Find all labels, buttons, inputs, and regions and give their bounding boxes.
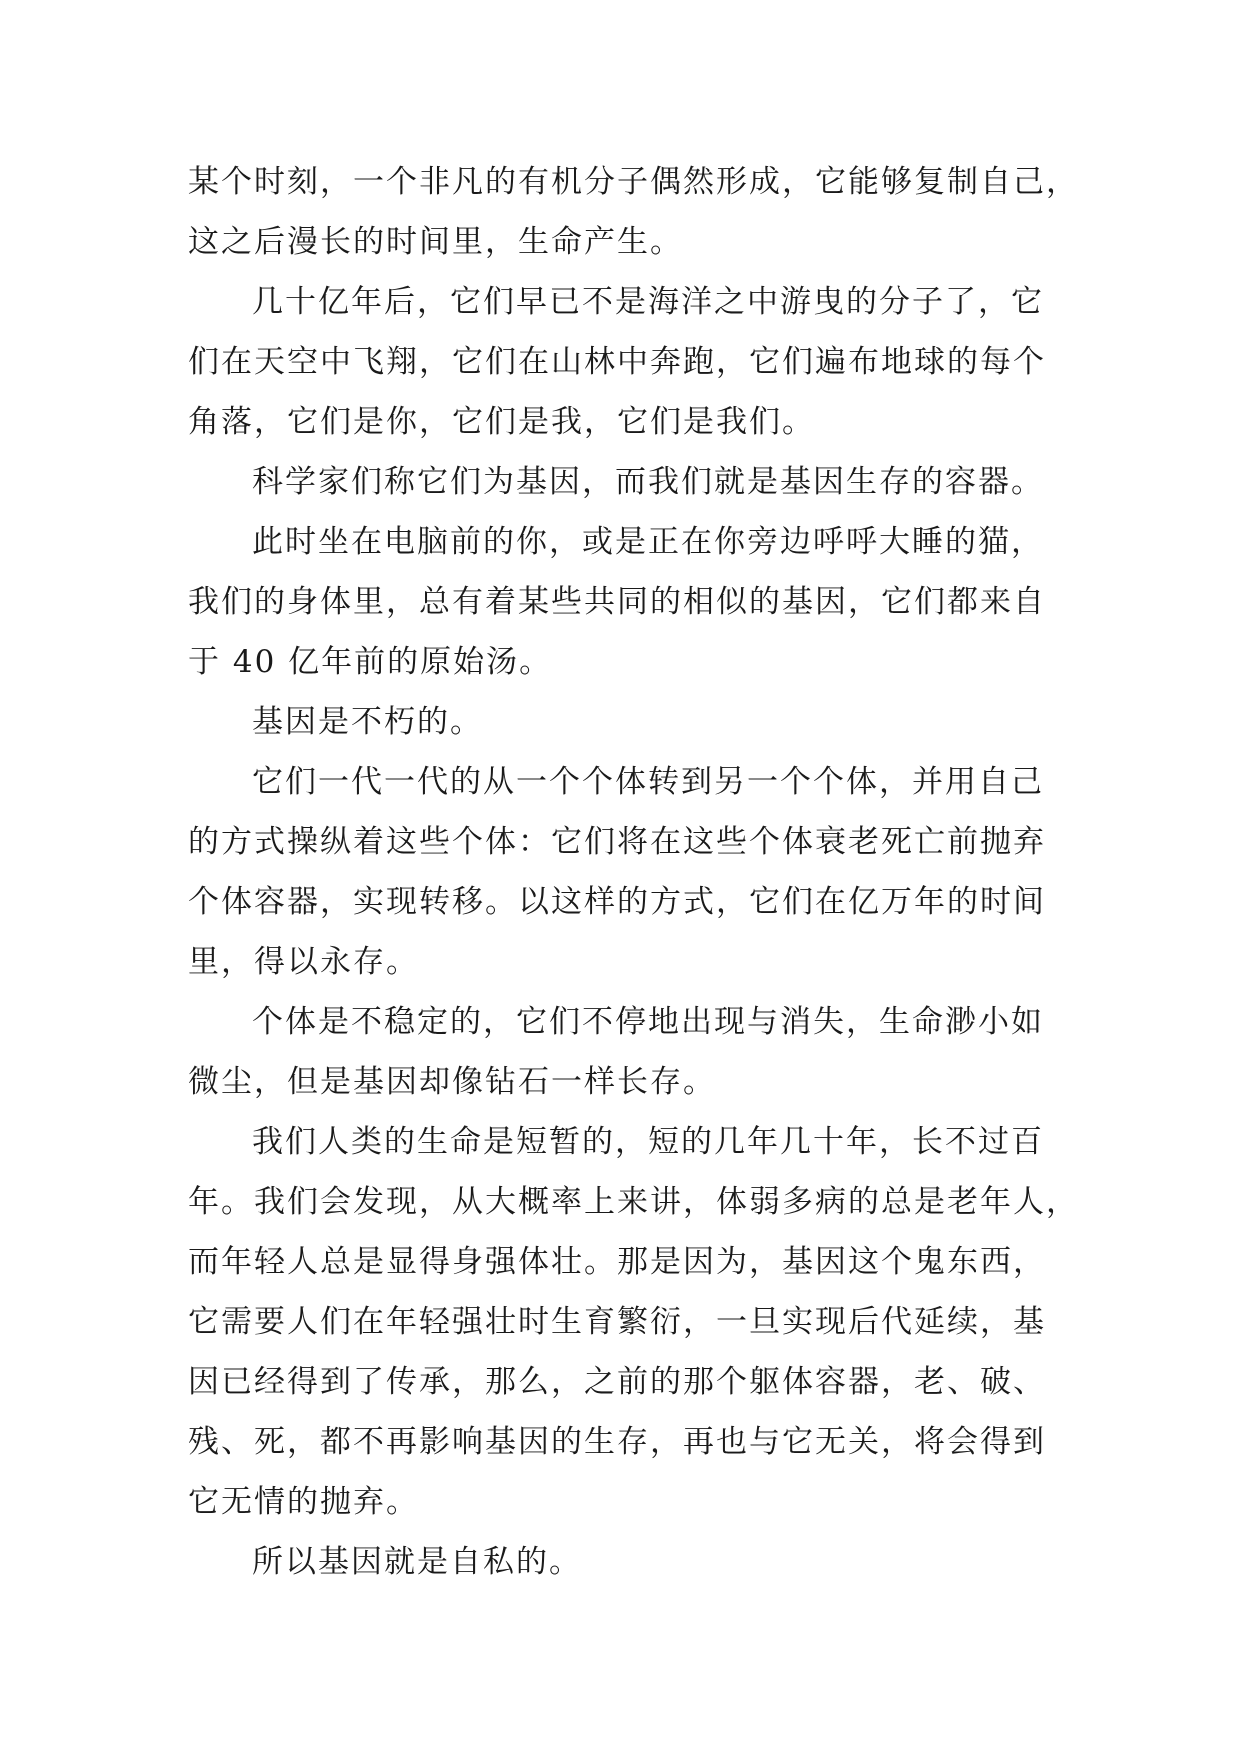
paragraph-first-line: 此时坐在电脑前的你，或是正在你旁边呼呼大睡的猫， <box>252 524 1044 560</box>
text-line: 而年轻人总是显得身强体壮。那是因为，基因这个鬼东西， <box>188 1244 1046 1280</box>
paragraph-first-line: 科学家们称它们为基因，而我们就是基因生存的容器。 <box>252 464 1044 500</box>
text-line: 残、死，都不再影响基因的生存，再也与它无关，将会得到 <box>188 1424 1046 1460</box>
text-line: 的方式操纵着这些个体：它们将在这些个体衰老死亡前抛弃 <box>188 824 1046 860</box>
paragraph-first-line: 它们一代一代的从一个个体转到另一个个体，并用自己 <box>252 764 1044 800</box>
text-line: 因已经得到了传承，那么，之前的那个躯体容器，老、破、 <box>188 1364 1046 1400</box>
text-line: 个体容器，实现转移。以这样的方式，它们在亿万年的时间 <box>188 884 1046 920</box>
paragraph-first-line: 个体是不稳定的，它们不停地出现与消失，生命渺小如 <box>252 1004 1044 1040</box>
paragraph-first-line: 所以基因就是自私的。 <box>252 1544 582 1580</box>
text-line: 年。我们会发现，从大概率上来讲，体弱多病的总是老年人， <box>188 1184 1079 1220</box>
text-line: 微尘，但是基因却像钻石一样长存。 <box>188 1064 716 1100</box>
text-line: 我们的身体里，总有着某些共同的相似的基因，它们都来自 <box>188 584 1046 620</box>
text-line: 某个时刻，一个非凡的有机分子偶然形成，它能够复制自己， <box>188 164 1079 200</box>
text-line: 于 40 亿年前的原始汤。 <box>188 644 553 680</box>
text-line: 这之后漫长的时间里，生命产生。 <box>188 224 683 260</box>
text-line: 里，得以永存。 <box>188 944 419 980</box>
text-line: 角落，它们是你，它们是我，它们是我们。 <box>188 404 815 440</box>
paragraph-first-line: 几十亿年后，它们早已不是海洋之中游曳的分子了，它 <box>252 284 1044 320</box>
paragraph-first-line: 基因是不朽的。 <box>252 704 483 740</box>
paragraph-first-line: 我们人类的生命是短暂的，短的几年几十年，长不过百 <box>252 1124 1044 1160</box>
text-line: 它需要人们在年轻强壮时生育繁衍，一旦实现后代延续，基 <box>188 1304 1046 1340</box>
text-line: 它无情的抛弃。 <box>188 1484 419 1520</box>
text-line: 们在天空中飞翔，它们在山林中奔跑，它们遍布地球的每个 <box>188 344 1046 380</box>
